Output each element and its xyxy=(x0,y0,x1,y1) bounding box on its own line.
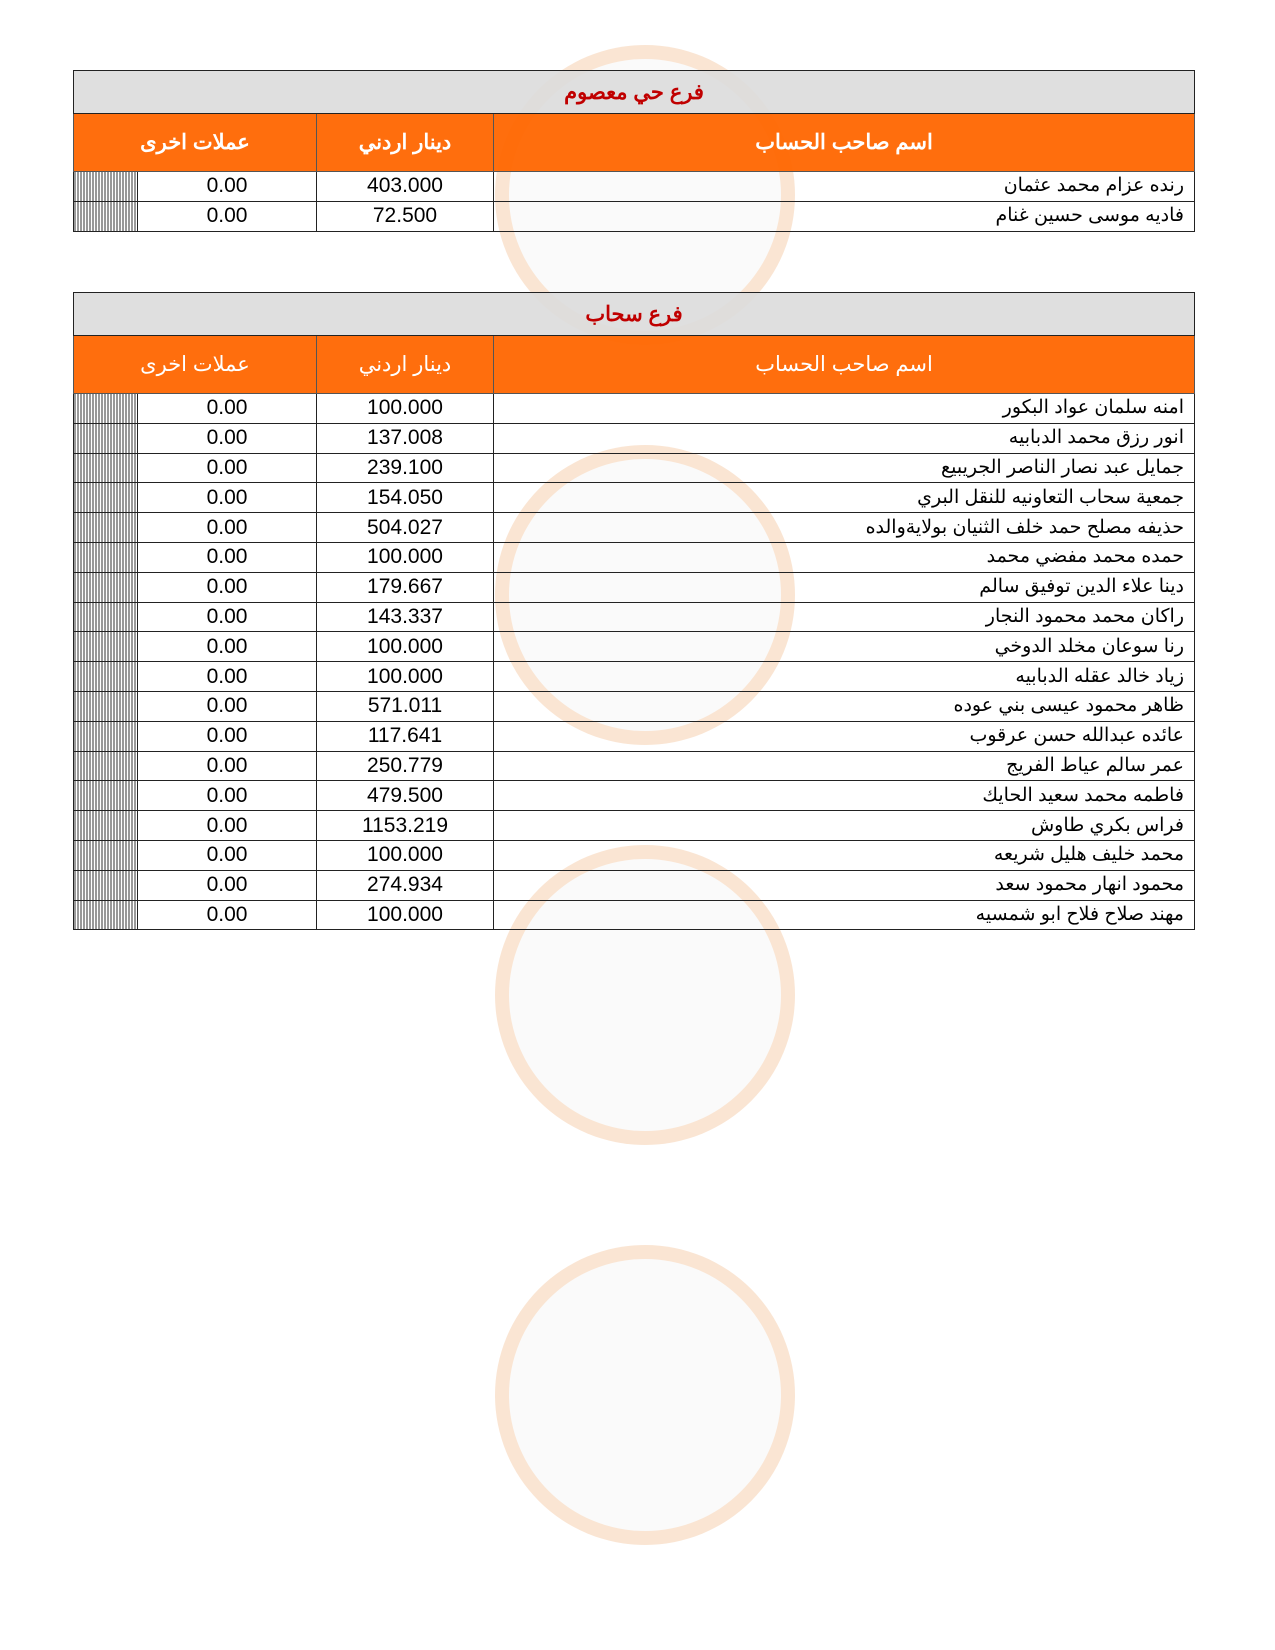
jod-value: 100.000 xyxy=(317,662,494,692)
other-currencies-value: 0.00 xyxy=(138,781,317,811)
jod-value: 143.337 xyxy=(317,602,494,632)
jod-value: 137.008 xyxy=(317,423,494,453)
table-row xyxy=(74,900,1195,930)
table-row xyxy=(74,811,1195,841)
table-row xyxy=(74,201,1195,231)
header-jod: دينار اردني xyxy=(317,336,494,394)
header-account-name: اسم صاحب الحساب xyxy=(494,114,1195,172)
table-row xyxy=(74,751,1195,781)
other-currencies-value: 0.00 xyxy=(138,811,317,841)
row-marker xyxy=(74,394,138,424)
account-name: فراس بكري طاوش xyxy=(494,811,1195,841)
other-currencies-value: 0.00 xyxy=(138,572,317,602)
jod-value: 100.000 xyxy=(317,542,494,572)
table-row xyxy=(74,632,1195,662)
other-currencies-value: 0.00 xyxy=(138,201,317,231)
other-currencies-value: 0.00 xyxy=(138,721,317,751)
other-currencies-value: 0.00 xyxy=(138,453,317,483)
other-currencies-value: 0.00 xyxy=(138,870,317,900)
table-row xyxy=(74,542,1195,572)
account-name: دينا علاء الدين توفيق سالم xyxy=(494,572,1195,602)
watermark-clock-icon xyxy=(495,1245,795,1545)
account-name: مهند صلاح فلاح ابو شمسيه xyxy=(494,900,1195,930)
account-name: ظاهر محمود عيسى بني عوده xyxy=(494,691,1195,721)
table-row xyxy=(74,840,1195,870)
table-row xyxy=(74,662,1195,692)
table-row xyxy=(74,423,1195,453)
row-marker xyxy=(74,900,138,930)
jod-value: 504.027 xyxy=(317,513,494,543)
other-currencies-value: 0.00 xyxy=(138,632,317,662)
row-marker xyxy=(74,483,138,513)
row-marker xyxy=(74,453,138,483)
row-marker xyxy=(74,662,138,692)
other-currencies-value: 0.00 xyxy=(138,542,317,572)
account-name: زياد خالد عقله الدبابيه xyxy=(494,662,1195,692)
header-other-currencies: عملات اخرى xyxy=(74,336,317,394)
jod-value: 117.641 xyxy=(317,721,494,751)
header-other-currencies: عملات اخرى xyxy=(74,114,317,172)
jod-value: 179.667 xyxy=(317,572,494,602)
table-row xyxy=(74,721,1195,751)
branch-title: فرع سحاب xyxy=(74,293,1195,336)
row-marker xyxy=(74,781,138,811)
row-marker xyxy=(74,721,138,751)
other-currencies-value: 0.00 xyxy=(138,900,317,930)
jod-value: 154.050 xyxy=(317,483,494,513)
table-row xyxy=(74,453,1195,483)
account-name: انور رزق محمد الدبابيه xyxy=(494,423,1195,453)
account-name: محمود انهار محمود سعد xyxy=(494,870,1195,900)
account-name: جمايل عبد نصار الناصر الجريبيع xyxy=(494,453,1195,483)
account-name: فاطمه محمد سعيد الحايك xyxy=(494,781,1195,811)
account-name: حذيفه مصلح حمد خلف الثنيان بولايةوالده xyxy=(494,513,1195,543)
row-marker xyxy=(74,870,138,900)
account-name: امنه سلمان عواد البكور xyxy=(494,394,1195,424)
jod-value: 100.000 xyxy=(317,394,494,424)
jod-value: 100.000 xyxy=(317,632,494,662)
account-name: محمد خليف هليل شريعه xyxy=(494,840,1195,870)
jod-value: 239.100 xyxy=(317,453,494,483)
row-marker xyxy=(74,172,138,202)
jod-value: 72.500 xyxy=(317,201,494,231)
branch-title: فرع حي معصوم xyxy=(74,71,1195,114)
row-marker xyxy=(74,840,138,870)
other-currencies-value: 0.00 xyxy=(138,751,317,781)
account-name: راكان محمد محمود النجار xyxy=(494,602,1195,632)
jod-value: 274.934 xyxy=(317,870,494,900)
row-marker xyxy=(74,423,138,453)
row-marker xyxy=(74,632,138,662)
other-currencies-value: 0.00 xyxy=(138,513,317,543)
account-name: رنده عزام محمد عثمان xyxy=(494,172,1195,202)
account-name: عائده عبدالله حسن عرقوب xyxy=(494,721,1195,751)
table-row xyxy=(74,394,1195,424)
other-currencies-value: 0.00 xyxy=(138,691,317,721)
table-row xyxy=(74,172,1195,202)
table-row xyxy=(74,691,1195,721)
table-row xyxy=(74,572,1195,602)
row-marker xyxy=(74,542,138,572)
jod-value: 250.779 xyxy=(317,751,494,781)
jod-value: 100.000 xyxy=(317,840,494,870)
other-currencies-value: 0.00 xyxy=(138,394,317,424)
other-currencies-value: 0.00 xyxy=(138,602,317,632)
row-marker xyxy=(74,691,138,721)
row-marker xyxy=(74,572,138,602)
account-name: رنا سوعان مخلد الدوخي xyxy=(494,632,1195,662)
jod-value: 571.011 xyxy=(317,691,494,721)
other-currencies-value: 0.00 xyxy=(138,172,317,202)
table-row xyxy=(74,602,1195,632)
table-row xyxy=(74,513,1195,543)
jod-value: 403.000 xyxy=(317,172,494,202)
row-marker xyxy=(74,201,138,231)
jod-value: 479.500 xyxy=(317,781,494,811)
jod-value: 100.000 xyxy=(317,900,494,930)
other-currencies-value: 0.00 xyxy=(138,483,317,513)
row-marker xyxy=(74,602,138,632)
account-name: جمعية سحاب التعاونيه للنقل البري xyxy=(494,483,1195,513)
account-name: فاديه موسى حسين غنام xyxy=(494,201,1195,231)
row-marker xyxy=(74,811,138,841)
header-jod: دينار اردني xyxy=(317,114,494,172)
jod-value: 1153.219 xyxy=(317,811,494,841)
row-marker xyxy=(74,751,138,781)
header-account-name: اسم صاحب الحساب xyxy=(494,336,1195,394)
branch-table-sahab xyxy=(73,292,1195,930)
table-row xyxy=(74,483,1195,513)
table-row xyxy=(74,870,1195,900)
other-currencies-value: 0.00 xyxy=(138,662,317,692)
branch-table-maasoum xyxy=(73,70,1195,232)
row-marker xyxy=(74,513,138,543)
table-row xyxy=(74,781,1195,811)
other-currencies-value: 0.00 xyxy=(138,840,317,870)
account-name: عمر سالم عياط الفريج xyxy=(494,751,1195,781)
other-currencies-value: 0.00 xyxy=(138,423,317,453)
account-name: حمده محمد مفضي محمد xyxy=(494,542,1195,572)
